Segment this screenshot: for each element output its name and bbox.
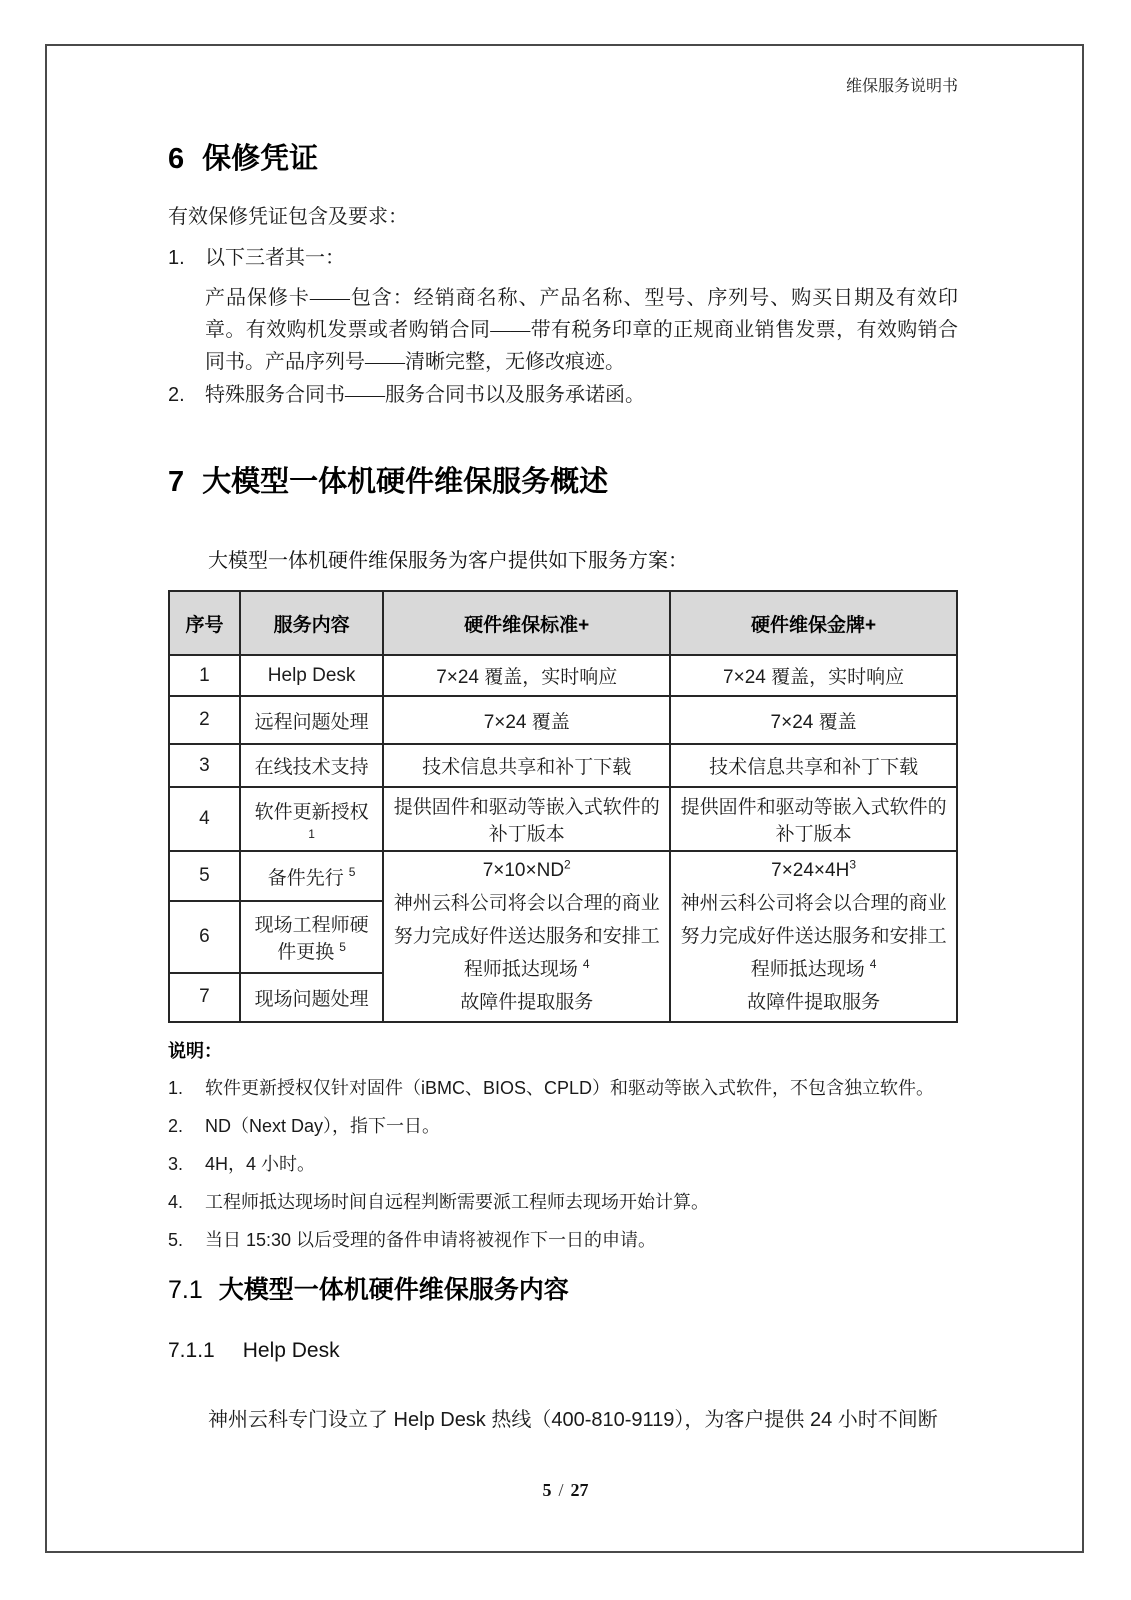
table-row — [169, 744, 957, 787]
note-number: 1. — [168, 1078, 184, 1098]
col-header-index: 序号 — [169, 591, 240, 655]
note-number: 4. — [168, 1192, 184, 1212]
note-text: ND（Next Day），指下一日。 — [205, 1116, 441, 1136]
page-footer — [0, 1480, 1131, 1501]
cell-no: 2 — [169, 696, 240, 744]
heading-title: 大模型一体机硬件维保服务概述 — [202, 466, 609, 498]
note-number: 3. — [168, 1154, 184, 1174]
heading-section-7-1-1 — [168, 1337, 958, 1365]
service-plan-table — [168, 590, 958, 1023]
footnote-ref: 4 — [582, 956, 590, 971]
note-text: 软件更新授权仅针对固件（iBMC、BIOS、CPLD）和驱动等嵌入式软件，不包含独立软件。 — [205, 1078, 935, 1098]
heading-section-7-1 — [168, 1273, 958, 1307]
sla-body-text: 神州云科公司将会以合理的商业努力完成好件送达服务和安排工程师抵达现场 — [680, 893, 947, 980]
cell-gold-merged — [670, 851, 957, 1022]
note-item — [168, 1189, 958, 1215]
heading-section-7 — [168, 462, 958, 502]
col-header-service: 服务内容 — [240, 591, 383, 655]
cell-no: 7 — [169, 973, 240, 1022]
list-item-1-detail: 产品保修卡——包含：经销商名称、产品名称、型号、序列号、购买日期及有效印章。有效购机发票或者购销合同——带有税务印章的正规商业销售发票，有效购销合同书。产品序列号——清晰完整，无修改痕迹。 — [205, 287, 958, 373]
cell-service-text: 备件先行 — [267, 867, 344, 889]
cell-gold: 技术信息共享和补丁下载 — [670, 744, 957, 787]
footnote-ref: 3 — [849, 857, 856, 872]
heading-title: 保修凭证 — [202, 143, 319, 175]
sla-line — [676, 854, 951, 887]
note-item — [168, 1151, 958, 1177]
page-separator: / — [558, 1480, 564, 1500]
note-number: 5. — [168, 1230, 184, 1250]
cell-no: 5 — [169, 851, 240, 901]
note-text: 工程师抵达现场时间自远程判断需要派工程师去现场开始计算。 — [205, 1192, 709, 1212]
notes-label: 说明： — [168, 1041, 222, 1061]
list-text: 特殊服务合同书——服务合同书以及服务承诺函。 — [205, 384, 645, 406]
note-number: 2. — [168, 1116, 184, 1136]
heading-title: 大模型一体机硬件维保服务内容 — [218, 1276, 569, 1304]
note-item — [168, 1075, 958, 1101]
cell-gold: 提供固件和驱动等嵌入式软件的补丁版本 — [670, 787, 957, 851]
sla-text: 7×24×4H — [771, 860, 850, 881]
heading-number: 7.1.1 — [168, 1339, 215, 1362]
cell-gold: 7×24 覆盖，实时响应 — [670, 655, 957, 696]
cell-standard: 提供固件和驱动等嵌入式软件的补丁版本 — [383, 787, 670, 851]
heading-section-6 — [168, 140, 958, 178]
heading-title: Help Desk — [242, 1339, 340, 1362]
heading-number: 6 — [168, 143, 185, 175]
note-item — [168, 1113, 958, 1139]
table-row — [169, 696, 957, 744]
cell-standard: 7×24 覆盖，实时响应 — [383, 655, 670, 696]
table-header-row — [169, 591, 957, 655]
list-text: 以下三者其一： — [205, 247, 345, 269]
cell-service — [240, 787, 383, 851]
footnote-ref: 5 — [348, 865, 356, 880]
cell-service: 现场问题处理 — [240, 973, 383, 1022]
footnote-ref: 4 — [869, 956, 877, 971]
sla-line — [389, 854, 664, 887]
sla-extra: 故障件提取服务 — [747, 992, 881, 1013]
col-header-gold: 硬件维保金牌+ — [670, 591, 957, 655]
cell-no: 4 — [169, 787, 240, 851]
heading-number: 7.1 — [168, 1276, 203, 1304]
cell-service-text: 现场工程师硬件更换 — [254, 915, 369, 964]
footnote-ref: 1 — [308, 827, 315, 841]
note-text: 当日 15:30 以后受理的备件申请将被视作下一日的申请。 — [205, 1230, 657, 1250]
list-item-2 — [168, 380, 958, 410]
helpdesk-paragraph: 神州云科专门设立了 Help Desk 热线（400-810-9119），为客户提供 24 小时不间断 — [208, 1409, 938, 1431]
sla-text: 7×10×ND — [482, 860, 565, 881]
note-text: 4H，4 小时。 — [205, 1154, 316, 1174]
cell-standard: 7×24 覆盖 — [383, 696, 670, 744]
list-number: 1. — [168, 247, 185, 269]
sla-body-text: 神州云科公司将会以合理的商业努力完成好件送达服务和安排工程师抵达现场 — [393, 893, 660, 980]
page-total: 27 — [570, 1480, 589, 1500]
cell-no: 3 — [169, 744, 240, 787]
page-content — [168, 0, 958, 1435]
list-item-1 — [168, 243, 958, 273]
cell-gold: 7×24 覆盖 — [670, 696, 957, 744]
cell-service — [240, 901, 383, 973]
cell-no: 1 — [169, 655, 240, 696]
section6-intro: 有效保修凭证包含及要求： — [168, 206, 408, 228]
note-item — [168, 1227, 958, 1253]
sla-extra: 故障件提取服务 — [460, 992, 594, 1013]
footnote-ref: 2 — [564, 857, 571, 872]
cell-standard-merged — [383, 851, 670, 1022]
list-number: 2. — [168, 384, 185, 406]
section7-intro: 大模型一体机硬件维保服务为客户提供如下服务方案： — [208, 550, 688, 572]
footnote-ref: 5 — [339, 939, 346, 954]
cell-service-text: 软件更新授权 — [254, 802, 369, 823]
col-header-standard: 硬件维保标准+ — [383, 591, 670, 655]
cell-no: 6 — [169, 901, 240, 973]
table-row — [169, 851, 957, 901]
heading-number: 7 — [168, 466, 185, 498]
cell-service: 远程问题处理 — [240, 696, 383, 744]
table-row — [169, 655, 957, 696]
sla-description — [389, 887, 664, 986]
cell-standard: 技术信息共享和补丁下载 — [383, 744, 670, 787]
cell-service: 在线技术支持 — [240, 744, 383, 787]
running-header: 维保服务说明书 — [845, 78, 958, 95]
sla-description — [676, 887, 951, 986]
cell-service: Help Desk — [240, 655, 383, 696]
cell-service — [240, 851, 383, 901]
table-row — [169, 787, 957, 851]
page-number: 5 — [542, 1480, 552, 1500]
